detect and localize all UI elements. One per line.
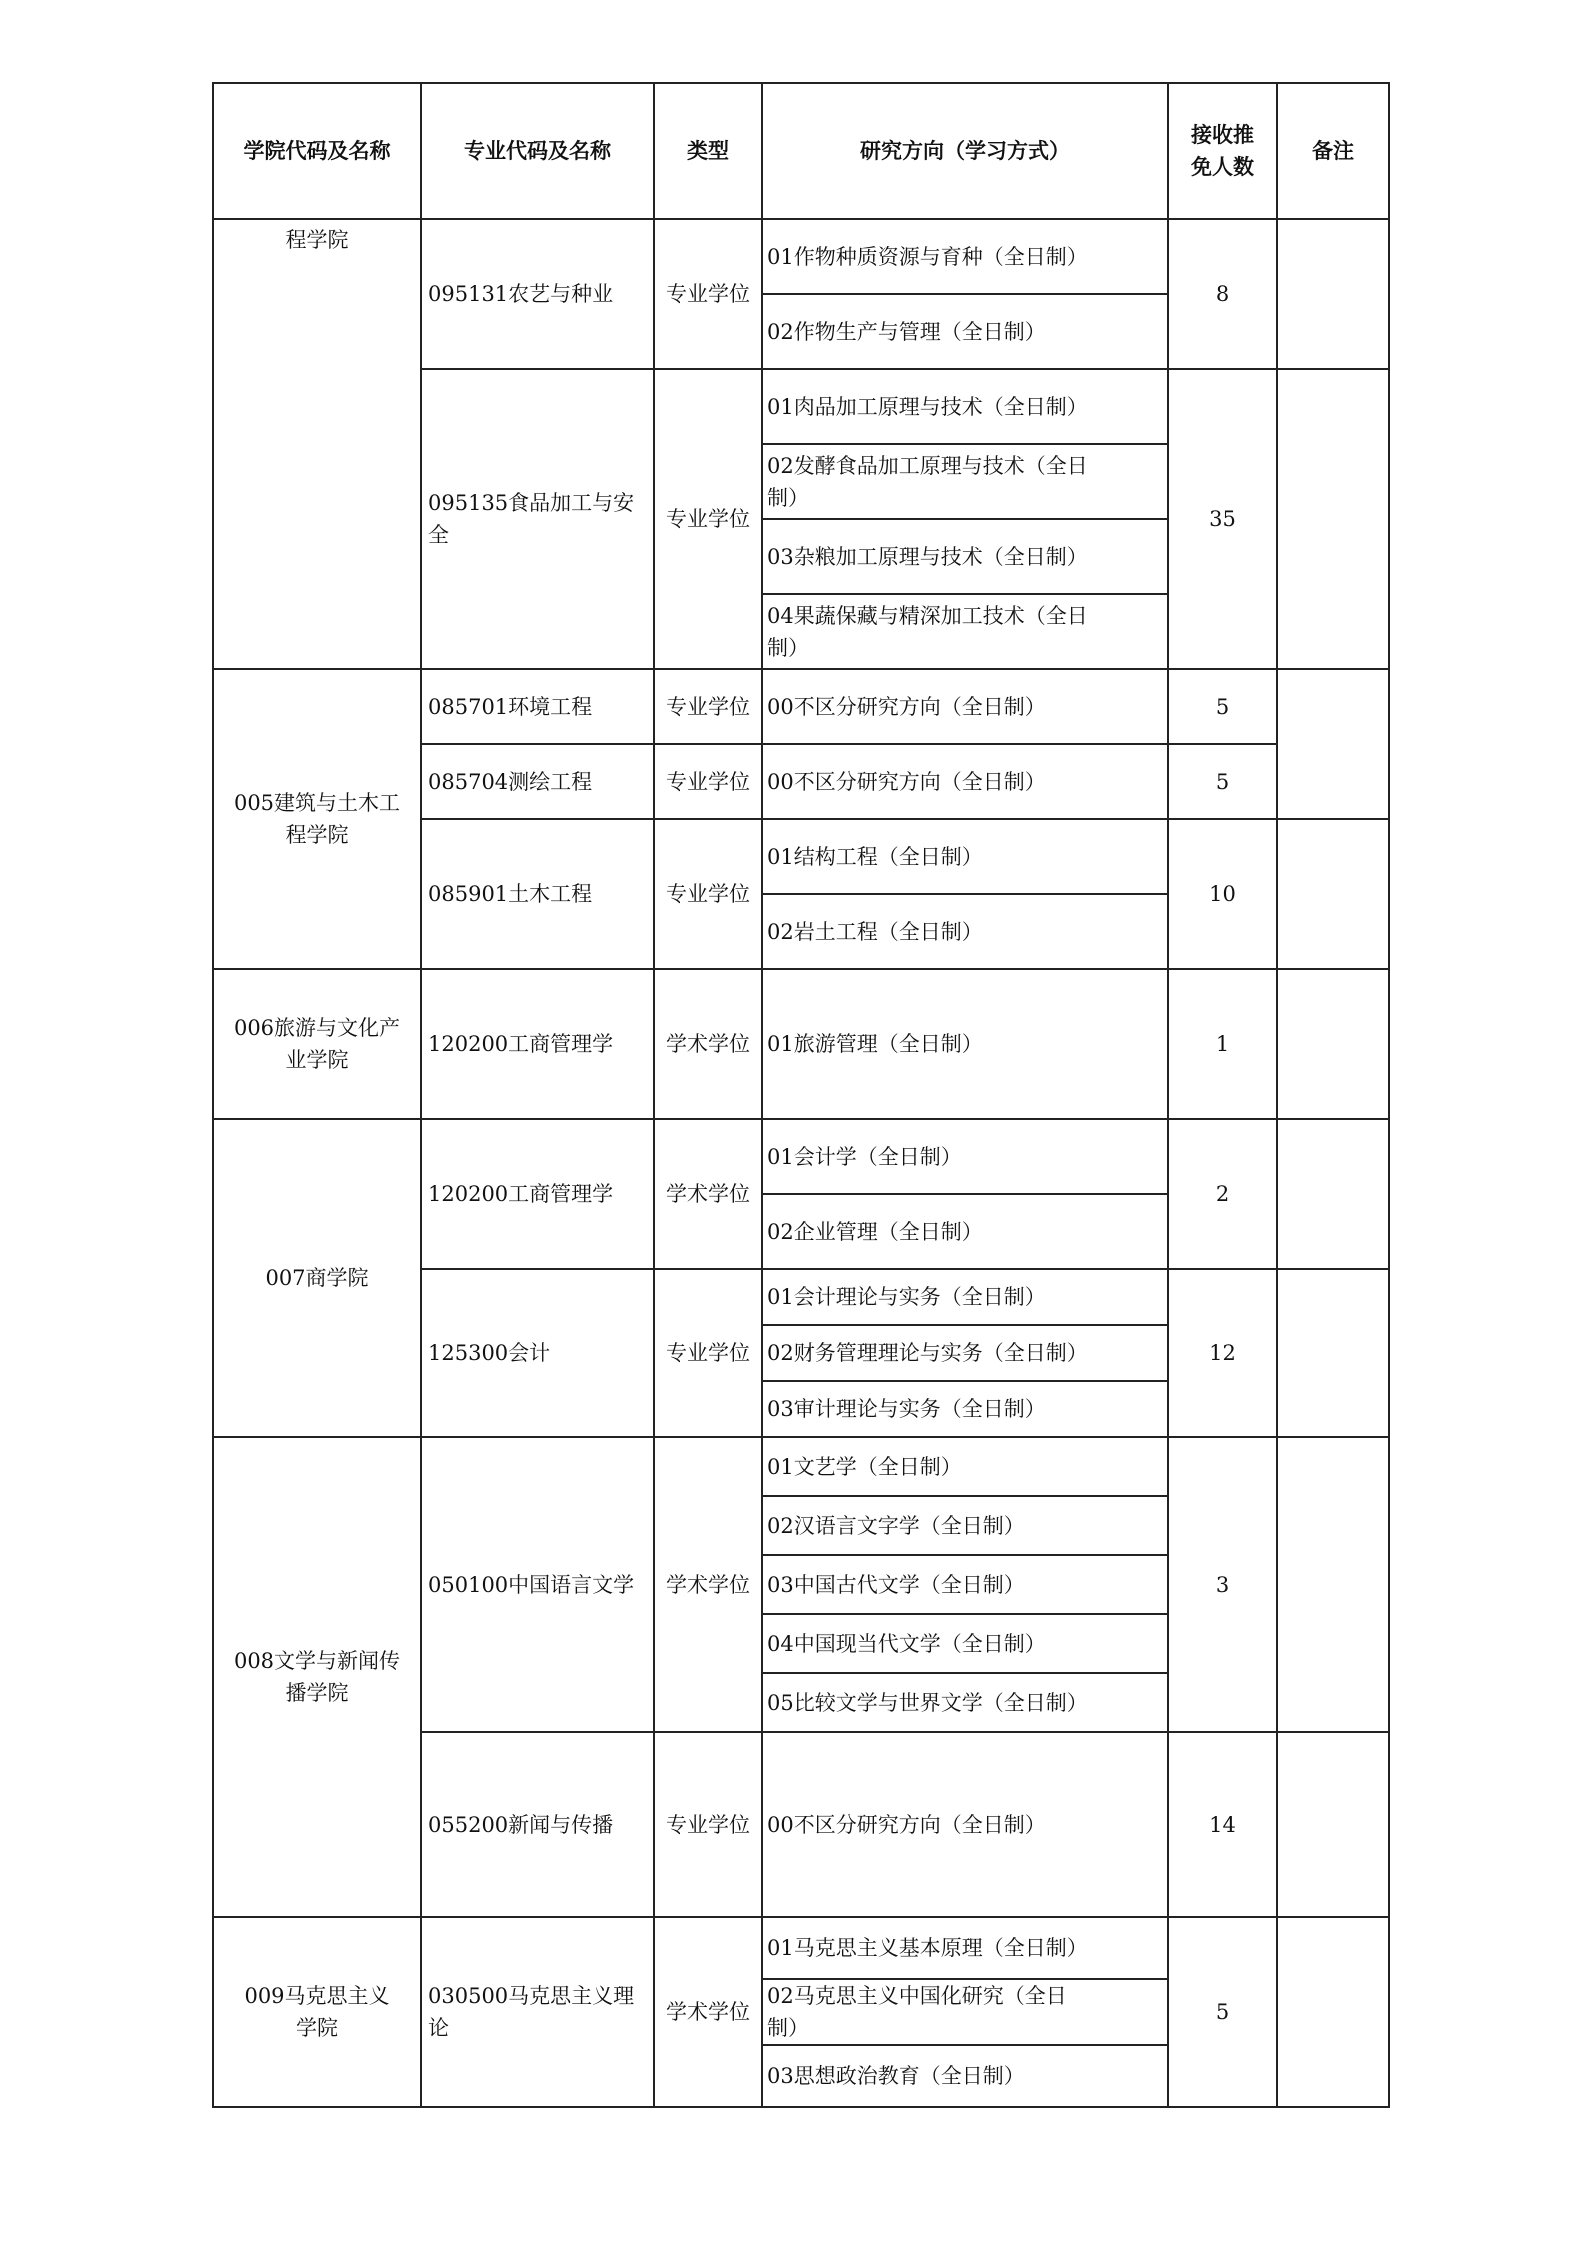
count-cell: 5 <box>1168 669 1277 744</box>
direction-cell: 01会计学（全日制） <box>762 1119 1168 1194</box>
table-row <box>213 1917 1389 1979</box>
direction-cell: 02发酵食品加工原理与技术（全日制） <box>762 444 1168 519</box>
count-cell: 8 <box>1168 219 1277 369</box>
direction-cell: 02财务管理理论与实务（全日制） <box>762 1325 1168 1381</box>
note-cell <box>1277 219 1389 369</box>
college-cell: 程学院 <box>213 219 421 669</box>
direction-cell: 02作物生产与管理（全日制） <box>762 294 1168 369</box>
direction-cell: 02企业管理（全日制） <box>762 1194 1168 1269</box>
count-cell: 5 <box>1168 1917 1277 2107</box>
type-cell: 专业学位 <box>654 369 762 669</box>
type-cell: 专业学位 <box>654 219 762 369</box>
direction-cell: 04果蔬保藏与精深加工技术（全日制） <box>762 594 1168 669</box>
direction-cell: 05比较文学与世界文学（全日制） <box>762 1673 1168 1732</box>
direction-cell: 02汉语言文字学（全日制） <box>762 1496 1168 1555</box>
type-cell: 专业学位 <box>654 819 762 969</box>
note-cell <box>1277 369 1389 669</box>
direction-cell: 01文艺学（全日制） <box>762 1437 1168 1496</box>
type-cell: 专业学位 <box>654 1269 762 1437</box>
count-cell: 14 <box>1168 1732 1277 1917</box>
table-row <box>213 669 1389 744</box>
college-cell: 007商学院 <box>213 1119 421 1437</box>
major-cell: 095135食品加工与安全 <box>421 369 654 669</box>
note-cell <box>1277 819 1389 969</box>
header-major: 专业代码及名称 <box>421 83 654 219</box>
note-cell <box>1277 669 1389 819</box>
direction-cell: 03杂粮加工原理与技术（全日制） <box>762 519 1168 594</box>
table-row <box>213 1119 1389 1194</box>
major-cell: 095131农艺与种业 <box>421 219 654 369</box>
header-direction: 研究方向（学习方式） <box>762 83 1168 219</box>
type-cell: 专业学位 <box>654 744 762 819</box>
note-cell <box>1277 1732 1389 1917</box>
college-cell: 009马克思主义学院 <box>213 1917 421 2107</box>
direction-cell: 01作物种质资源与育种（全日制） <box>762 219 1168 294</box>
major-cell: 085704测绘工程 <box>421 744 654 819</box>
note-cell <box>1277 1119 1389 1269</box>
count-cell: 3 <box>1168 1437 1277 1732</box>
type-cell: 专业学位 <box>654 669 762 744</box>
direction-cell: 01肉品加工原理与技术（全日制） <box>762 369 1168 444</box>
note-cell <box>1277 969 1389 1119</box>
major-cell: 125300会计 <box>421 1269 654 1437</box>
admission-table <box>212 82 1390 2108</box>
type-cell: 学术学位 <box>654 969 762 1119</box>
count-cell: 35 <box>1168 369 1277 669</box>
college-cell: 005建筑与土木工程学院 <box>213 669 421 969</box>
major-cell: 050100中国语言文学 <box>421 1437 654 1732</box>
direction-cell: 02马克思主义中国化研究（全日制） <box>762 1979 1168 2045</box>
major-cell: 120200工商管理学 <box>421 969 654 1119</box>
note-cell <box>1277 1269 1389 1437</box>
major-cell: 120200工商管理学 <box>421 1119 654 1269</box>
direction-cell: 01结构工程（全日制） <box>762 819 1168 894</box>
direction-cell: 02岩土工程（全日制） <box>762 894 1168 969</box>
count-cell: 2 <box>1168 1119 1277 1269</box>
type-cell: 专业学位 <box>654 1732 762 1917</box>
header-type: 类型 <box>654 83 762 219</box>
college-cell: 006旅游与文化产业学院 <box>213 969 421 1119</box>
type-cell: 学术学位 <box>654 1119 762 1269</box>
table-row <box>213 219 1389 294</box>
direction-cell: 00不区分研究方向（全日制） <box>762 1732 1168 1917</box>
direction-cell: 01会计理论与实务（全日制） <box>762 1269 1168 1325</box>
direction-cell: 03中国古代文学（全日制） <box>762 1555 1168 1614</box>
count-cell: 10 <box>1168 819 1277 969</box>
direction-cell: 03审计理论与实务（全日制） <box>762 1381 1168 1437</box>
major-cell: 030500马克思主义理论 <box>421 1917 654 2107</box>
header-note: 备注 <box>1277 83 1389 219</box>
table-row <box>213 1437 1389 1496</box>
table-row <box>213 969 1389 1119</box>
major-cell: 085701环境工程 <box>421 669 654 744</box>
note-cell <box>1277 1917 1389 2107</box>
college-cell: 008文学与新闻传播学院 <box>213 1437 421 1917</box>
header-count: 接收推免人数 <box>1168 83 1277 219</box>
header-college: 学院代码及名称 <box>213 83 421 219</box>
major-cell: 085901土木工程 <box>421 819 654 969</box>
direction-cell: 04中国现当代文学（全日制） <box>762 1614 1168 1673</box>
direction-cell: 01旅游管理（全日制） <box>762 969 1168 1119</box>
major-cell: 055200新闻与传播 <box>421 1732 654 1917</box>
direction-cell: 03思想政治教育（全日制） <box>762 2045 1168 2107</box>
type-cell: 学术学位 <box>654 1437 762 1732</box>
direction-cell: 00不区分研究方向（全日制） <box>762 669 1168 744</box>
count-cell: 5 <box>1168 744 1277 819</box>
type-cell: 学术学位 <box>654 1917 762 2107</box>
direction-cell: 01马克思主义基本原理（全日制） <box>762 1917 1168 1979</box>
direction-cell: 00不区分研究方向（全日制） <box>762 744 1168 819</box>
note-cell <box>1277 1437 1389 1732</box>
header-row <box>213 83 1389 219</box>
count-cell: 12 <box>1168 1269 1277 1437</box>
count-cell: 1 <box>1168 969 1277 1119</box>
